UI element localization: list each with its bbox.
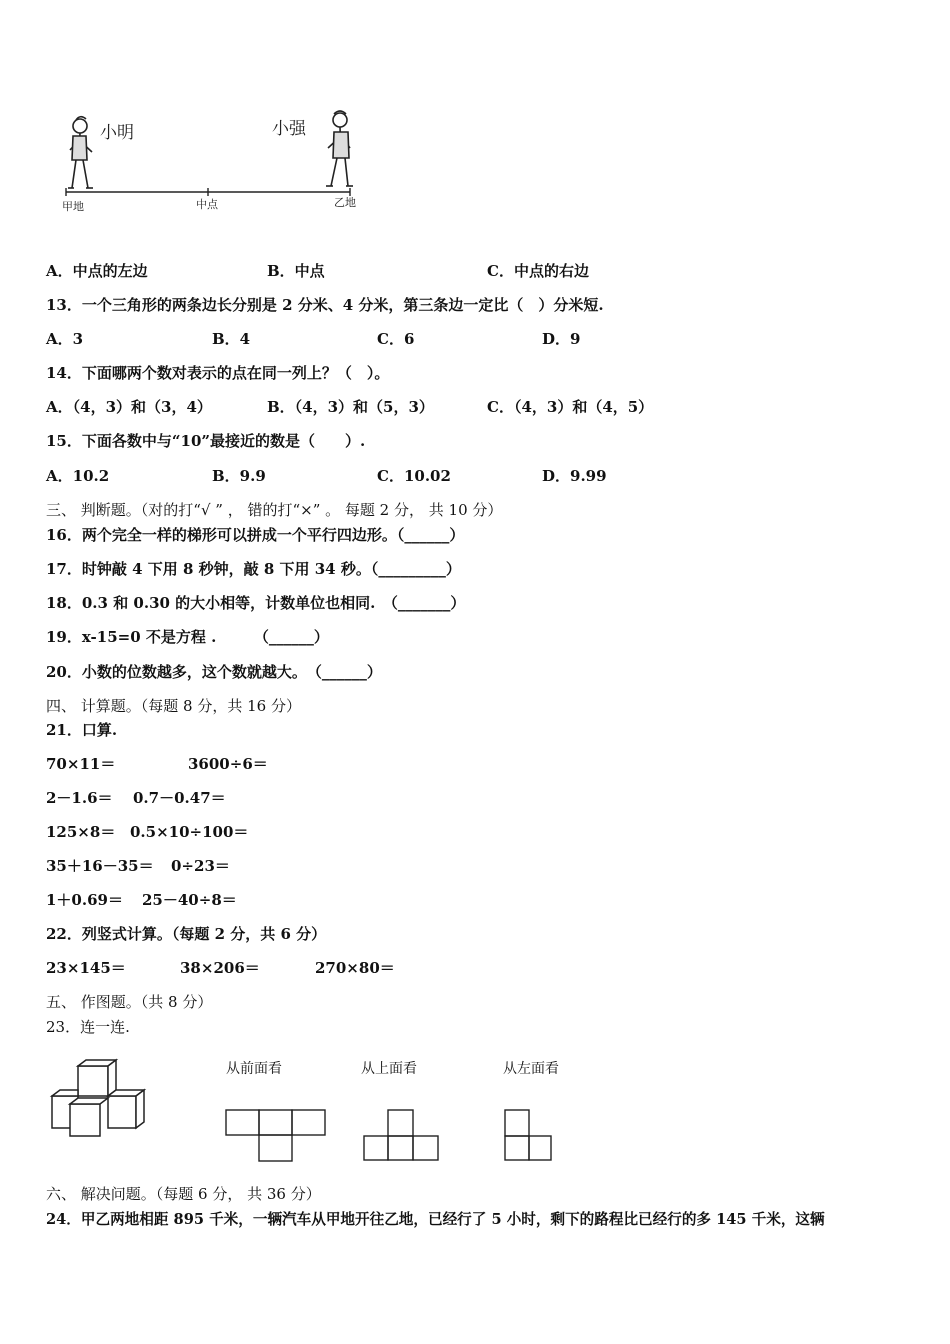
q13-option-a: A．3: [46, 330, 84, 348]
cube-stack-figure: [48, 1056, 152, 1138]
q15-option-d: D．9.99: [542, 467, 607, 485]
section3-header: 三、 判断题。（对的打“√ ” ， 错的打“×” 。 每题 2 分， 共 10 分）: [46, 501, 503, 519]
q21-item: 2－1.6＝: [46, 789, 113, 807]
q22-item: 38×206＝: [180, 959, 260, 977]
q21-item: 0.5×10÷100＝: [130, 823, 249, 841]
q15-option-b: B．9.9: [212, 467, 266, 485]
view-left-label: 从左面看: [503, 1061, 559, 1077]
label-mid: 中点: [196, 198, 218, 211]
view-top-label: 从上面看: [361, 1061, 417, 1077]
q14-option-c: C．（4，3）和（4，5）: [487, 398, 654, 416]
walking-figure: [58, 100, 368, 215]
label-start: 甲地: [62, 200, 84, 213]
q21-item: 3600÷6＝: [188, 755, 268, 773]
q24-stem: 24．甲乙两地相距 895 千米，一辆汽车从甲地开往乙地，已经行了 5 小时，剩下的路程比已经行的多 145 千米，这辆: [46, 1211, 825, 1228]
q13-stem: 13．一个三角形的两条边长分别是 2 分米、4 分米，第三条边一定比（ ）分米短.: [46, 296, 604, 314]
q15-stem: 15．下面各数中与“10”最接近的数是（ ）.: [46, 432, 366, 450]
person-right-label: 小强: [272, 119, 306, 139]
q20: 20．小数的位数越多，这个数就越大。 （______）: [46, 663, 382, 681]
q22-item: 23×145＝: [46, 959, 126, 977]
q21-item: 0÷23＝: [171, 857, 230, 875]
q19: 19．x-15=0 不是方程 . （______）: [46, 628, 329, 646]
q13-option-c: C．6: [377, 330, 415, 348]
section4-header: 四、 计算题。（每题 8 分，共 16 分）: [46, 697, 301, 715]
q21-item: 70×11＝: [46, 755, 116, 773]
q21-title: 21．口算.: [46, 721, 118, 739]
label-end: 乙地: [334, 196, 356, 209]
xiaoqiang-figure: [326, 111, 353, 186]
q12-option-b: B．中点: [267, 262, 325, 280]
q21-item: 1＋0.69＝: [46, 891, 123, 909]
q21-item: 25－40÷8＝: [142, 891, 237, 909]
q23-title: 23．连一连.: [46, 1018, 130, 1036]
section5-header: 五、 作图题。（共 8 分）: [46, 993, 213, 1011]
xiaoming-figure: [68, 117, 93, 188]
q21-item: 125×8＝: [46, 823, 116, 841]
q14-option-b: B．（4，3）和（5，3）: [267, 398, 434, 416]
view-front-label: 从前面看: [226, 1061, 282, 1077]
left-view-shape: [503, 1108, 555, 1164]
q18: 18．0.3 和 0.30 的大小相等，计数单位也相同. （_______）: [46, 594, 466, 612]
q14-stem: 14．下面哪两个数对表示的点在同一列上？（ ）。: [46, 364, 390, 382]
section6-header: 六、 解决问题。（每题 6 分， 共 36 分）: [46, 1185, 321, 1203]
q15-option-c: C．10.02: [377, 467, 451, 485]
q21-item: 0.7－0.47＝: [133, 789, 226, 807]
person-left-label: 小明: [100, 123, 134, 143]
q12-option-c: C．中点的右边: [487, 262, 589, 280]
q12-option-a: A．中点的左边: [46, 262, 148, 280]
top-view-shape: [362, 1108, 442, 1164]
front-view-shape: [224, 1108, 328, 1164]
q16: 16．两个完全一样的梯形可以拼成一个平行四边形。（______）: [46, 526, 465, 544]
q14-option-a: A．（4，3）和（3，4）: [46, 398, 212, 416]
q17: 17．时钟敲 4 下用 8 秒钟，敲 8 下用 34 秒。（_________）: [46, 560, 461, 578]
q13-option-b: B．4: [212, 330, 251, 348]
q22-title: 22．列竖式计算。（每题 2 分，共 6 分）: [46, 925, 327, 943]
q22-item: 270×80＝: [315, 959, 395, 977]
q21-item: 35＋16－35＝: [46, 857, 154, 875]
q15-option-a: A．10.2: [46, 467, 110, 485]
q13-option-d: D．9: [542, 330, 581, 348]
